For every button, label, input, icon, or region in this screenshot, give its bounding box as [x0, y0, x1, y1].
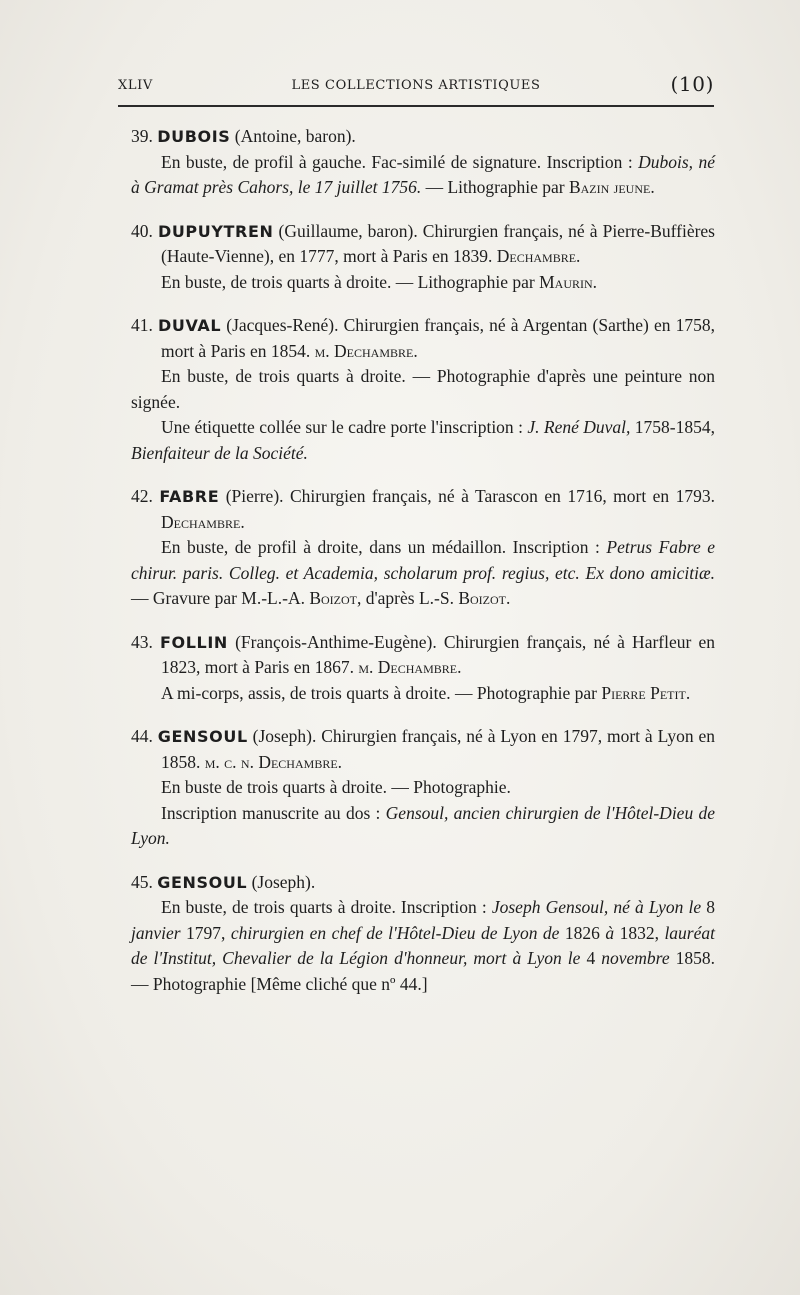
text: 8 — [701, 897, 715, 917]
text: — Lithographie par — [421, 177, 569, 197]
entry-number: 43. — [131, 631, 153, 652]
text: . — [592, 271, 598, 292]
italic-inscription: Gensoul, ancien chirurgien de l'Hôtel-Dieu de Lyon. — [131, 802, 715, 848]
italic-inscription: Joseph Gensoul, né à Lyon le — [491, 897, 702, 917]
italic-inscription: Petrus Fabre e chirur. paris. Colleg. et Academia, scholarum prof. regius, etc. Ex dono amicitiæ. — [131, 537, 715, 583]
entry-paragraph — [131, 415, 715, 466]
text: 1826 — [559, 922, 606, 943]
entry-name: FOLLIN — [160, 632, 228, 652]
text: . — [457, 657, 462, 677]
entry-name: DUVAL — [157, 316, 222, 335]
text: En buste, de trois quarts à droite. — Lithographie par — [161, 271, 540, 292]
entry-number: 41. — [131, 315, 153, 335]
text: 1832, — [614, 922, 665, 943]
text: En buste, de profil à gauche. Fac-similé de signature. Inscription : — [161, 151, 639, 172]
text: Une étiquette collée sur le cadre porte l'inscription : — [161, 417, 528, 437]
entry-paragraph — [131, 801, 715, 852]
entry-44 — [131, 724, 715, 852]
entry-paragraph — [131, 150, 715, 201]
text: . — [413, 340, 418, 361]
entry-name: FABRE — [159, 487, 220, 506]
entry-39 — [131, 124, 715, 201]
italic-inscription: chirurgien en chef de l'Hôtel-Dieu de Lyon de — [230, 922, 560, 943]
text: En buste, de trois quarts à droite. Inscription : — [161, 897, 492, 917]
entry-paragraph — [131, 681, 715, 707]
entry-name: GENSOUL — [157, 872, 248, 892]
text: 1797, — [180, 922, 231, 943]
entry-number: 39. — [131, 126, 153, 146]
roman-folio: XLIV — [118, 78, 153, 93]
entry-heading — [131, 630, 715, 681]
entry-name: GENSOUL — [157, 727, 248, 746]
entry-heading-text: (Joseph). Chirurgien français, né à Lyon en 1797, mort à Lyon en 1858. — [161, 726, 715, 772]
text: 4 — [580, 948, 602, 968]
text: En buste, de profil à droite, dans un médaillon. Inscription : — [161, 537, 607, 557]
entry-heading — [131, 870, 715, 896]
text: , d'après L.-S. — [357, 588, 459, 608]
entry-heading-text: (Guillaume, baron). Chirurgien français, né à Pierre-Buffières (Haute-Vienne), en 1777, mort à Paris en 1839. — [161, 220, 715, 266]
entry-40 — [131, 219, 715, 296]
italic-inscription: Dubois, né à Gramat près Cahors, le 17 juillet 1756. — [131, 151, 716, 197]
entry-paragraph — [131, 775, 715, 801]
text: . — [650, 177, 655, 197]
running-title: LES COLLECTIONS ARTISTIQUES — [291, 78, 541, 93]
entry-heading-text: (Joseph). — [247, 871, 316, 892]
header-rule — [118, 105, 714, 107]
catalogue-entries — [131, 124, 715, 1015]
text: . — [337, 751, 343, 772]
entry-number: 44. — [131, 726, 153, 746]
entry-41 — [131, 313, 715, 466]
entry-heading — [131, 313, 715, 364]
page-number: (10) — [670, 72, 714, 96]
text: . — [576, 246, 581, 266]
source-reference: Dechambre — [496, 246, 577, 266]
entry-heading-text: (Antoine, baron). — [230, 126, 356, 146]
entry-paragraph — [131, 270, 715, 296]
text: . — [506, 588, 511, 608]
text: A mi-corps, assis, de trois quarts à droite. — Photographie par — [161, 682, 602, 703]
text: Inscription manuscrite au dos : — [161, 802, 386, 823]
text: En buste, de trois quarts à droite. — Photographie d'après une peinture non signée. — [131, 366, 715, 412]
entry-number: 45. — [131, 871, 153, 892]
entry-43 — [131, 630, 715, 707]
source-reference: m. c. n. Dechambre — [204, 751, 338, 772]
italic-inscription: janvier — [131, 922, 181, 943]
artist-name: Boizot — [458, 588, 507, 608]
entry-paragraph — [131, 364, 715, 415]
artist-name: Bazin jeune — [568, 177, 651, 197]
running-header — [118, 72, 714, 100]
entry-number: 40. — [131, 220, 153, 241]
italic-inscription: J. René Duval, — [527, 417, 631, 437]
entry-number: 42. — [131, 486, 153, 506]
text: En buste de trois quarts à droite. — Photographie. — [161, 777, 511, 797]
entry-heading — [131, 724, 715, 775]
text: — Gravure par M.-L.-A. — [131, 588, 310, 608]
source-reference: m. Dechambre — [314, 340, 414, 361]
italic-inscription: novembre — [601, 948, 670, 968]
italic-inscription: Bienfaiteur de la Société. — [131, 442, 308, 463]
source-reference: m. Dechambre — [358, 657, 458, 677]
artist-name: Boizot — [309, 588, 358, 608]
artist-name: Pierre Petit — [601, 682, 686, 703]
entry-42 — [131, 484, 715, 612]
italic-inscription: à — [605, 922, 615, 943]
source-reference: Dechambre — [161, 511, 241, 532]
entry-heading-text: (François-Anthime-Eugène). Chirurgien français, né à Harfleur en 1823, mort à Paris en 1867. — [161, 631, 715, 677]
entry-heading-text: (Pierre). Chirurgien français, né à Tarascon en 1716, mort en 1793. — [219, 486, 715, 506]
entry-heading — [131, 124, 715, 150]
entry-name: DUBOIS — [157, 127, 231, 146]
text: 1858. — Photographie [Même cliché que nº 44.] — [131, 948, 716, 994]
entry-heading-text: (Jacques-René). Chirurgien français, né à Argentan (Sarthe) en 1758, mort à Paris en 1854. — [161, 315, 715, 361]
entry-paragraph — [131, 895, 715, 997]
italic-inscription: lauréat de l'Institut, Chevalier de la Légion d'honneur, mort à Lyon le — [131, 922, 715, 968]
artist-name: Maurin — [539, 271, 593, 292]
text: 1758-1854, — [630, 417, 716, 437]
entry-heading — [131, 219, 715, 270]
entry-heading — [131, 484, 715, 535]
entry-45 — [131, 870, 715, 998]
text: . — [240, 511, 245, 532]
text: . — [685, 682, 691, 703]
entry-name: DUPUYTREN — [157, 221, 274, 241]
entry-paragraph — [131, 535, 715, 612]
